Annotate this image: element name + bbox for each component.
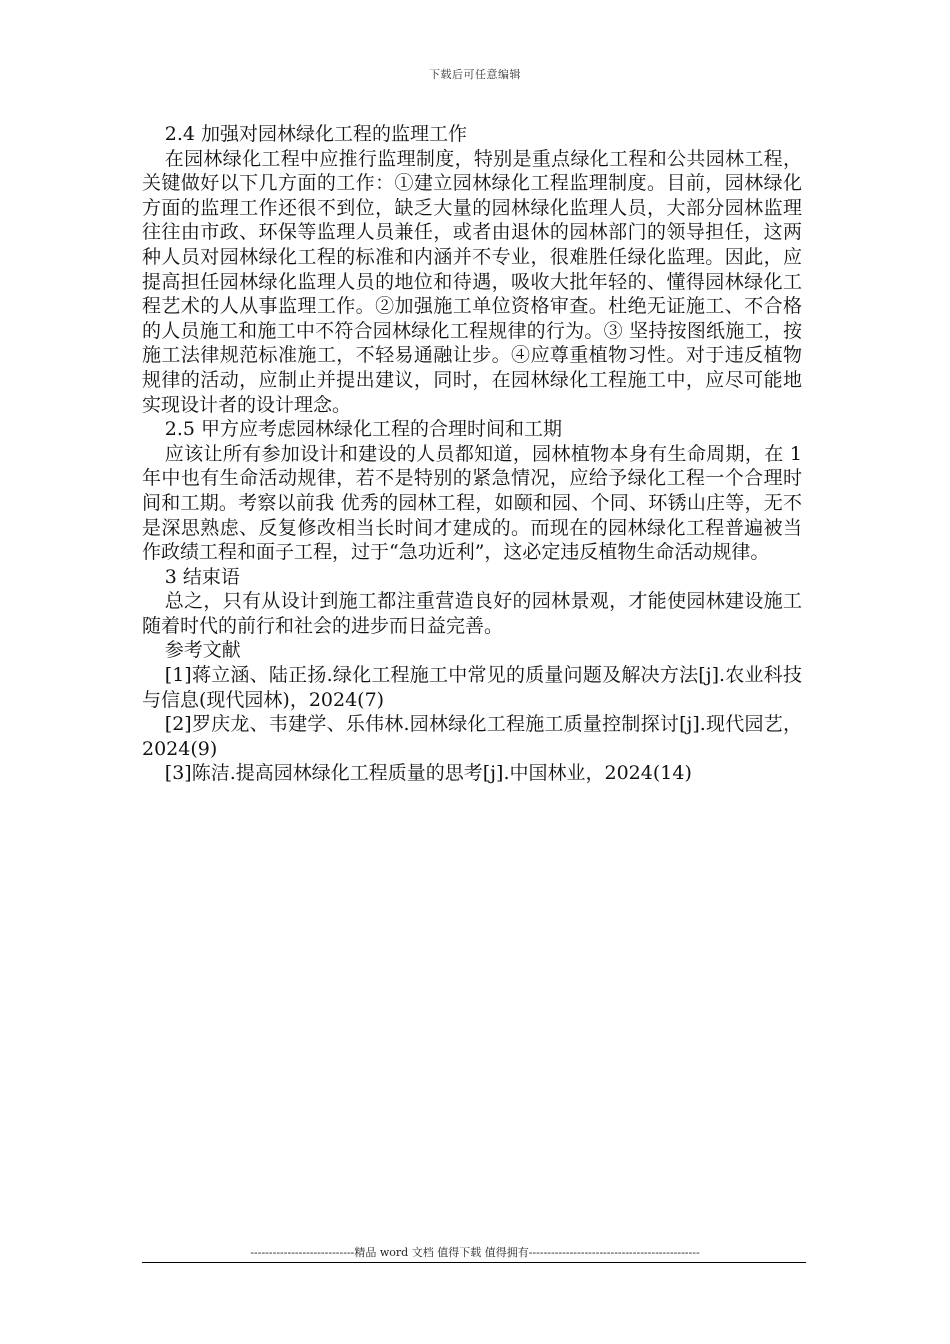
document-body bbox=[142, 122, 802, 786]
reference-item: [2]罗庆龙、韦建学、乐伟林.园林绿化工程施工质量控制探讨[j].现代园艺，2024(9) bbox=[142, 713, 802, 760]
reference-item: [1]蒋立涵、陆正扬.绿化工程施工中常见的质量问题及解决方法[j].农业科技与信息(现代园林)，2024(7) bbox=[142, 664, 802, 711]
body-paragraph-supervision: 在园林绿化工程中应推行监理制度，特别是重点绿化工程和公共园林工程，关键做好以下几方面的工作：①建立园林绿化工程监理制度。目前，园林绿化方面的监理工作还很不到位，缺乏大量的园林绿化监理人员，大部分园林监理往往由市政、环保等监理人员兼任，或者由退休的园林部门的领导担任，这两种人员对园林绿化工程的标准和内涵并不专业，很难胜任绿化监理。因此，应提高担任园林绿化监理人员的地位和待遇，吸收大批年轻的、懂得园林绿化工程艺术的人从事监理工作。②加强施工单位资格审查。杜绝无证施工、不合格的人员施工和施工中不符合园林绿化工程规律的行为。③ 坚持按图纸施工，按施工法律规范标准施工，不轻易通融让步。④应尊重植物习性。对于违反植物规律的活动，应制止并提出建议，同时，在园林绿化工程施工中，应尽可能地实现设计者的设计理念。 bbox=[142, 147, 802, 416]
section-heading-conclusion: 3 结束语 bbox=[164, 565, 240, 588]
references-heading: 参考文献 bbox=[164, 639, 241, 662]
footer-divider bbox=[142, 1262, 806, 1263]
page-footer-text: ----------------------------精品 word 文档 值得下载 值得拥有---------------------------------------------- bbox=[250, 1246, 700, 1259]
reference-item: [3]陈洁.提高园林绿化工程质量的思考[j].中国林业，2024(14) bbox=[164, 762, 692, 785]
section-heading-2-5: 2.5 甲方应考虑园林绿化工程的合理时间和工期 bbox=[164, 418, 563, 441]
section-heading-2-4: 2.4 加强对园林绿化工程的监理工作 bbox=[164, 123, 468, 145]
body-paragraph-schedule: 应该让所有参加设计和建设的人员都知道，园林植物本身有生命周期，在 1 年中也有生命活动规律，若不是特别的紧急情况，应给予绿化工程一个合理时间和工期。考察以前我 优秀的园林工程，如颐和园、个同、环锈山庄等，无不是深思熟虑、反复修改相当长时间才建成的。而现在的园林绿化工程普遍被当作政绩工程和面子工程，过于“急功近利”，这必定违反植物生命活动规律。 bbox=[142, 442, 802, 564]
body-paragraph-conclusion: 总之，只有从设计到施工都注重营造良好的园林景观，才能使园林建设施工随着时代的前行和社会的进步而日益完善。 bbox=[142, 590, 802, 637]
page-header: 下载后可任意编辑 bbox=[429, 68, 521, 81]
